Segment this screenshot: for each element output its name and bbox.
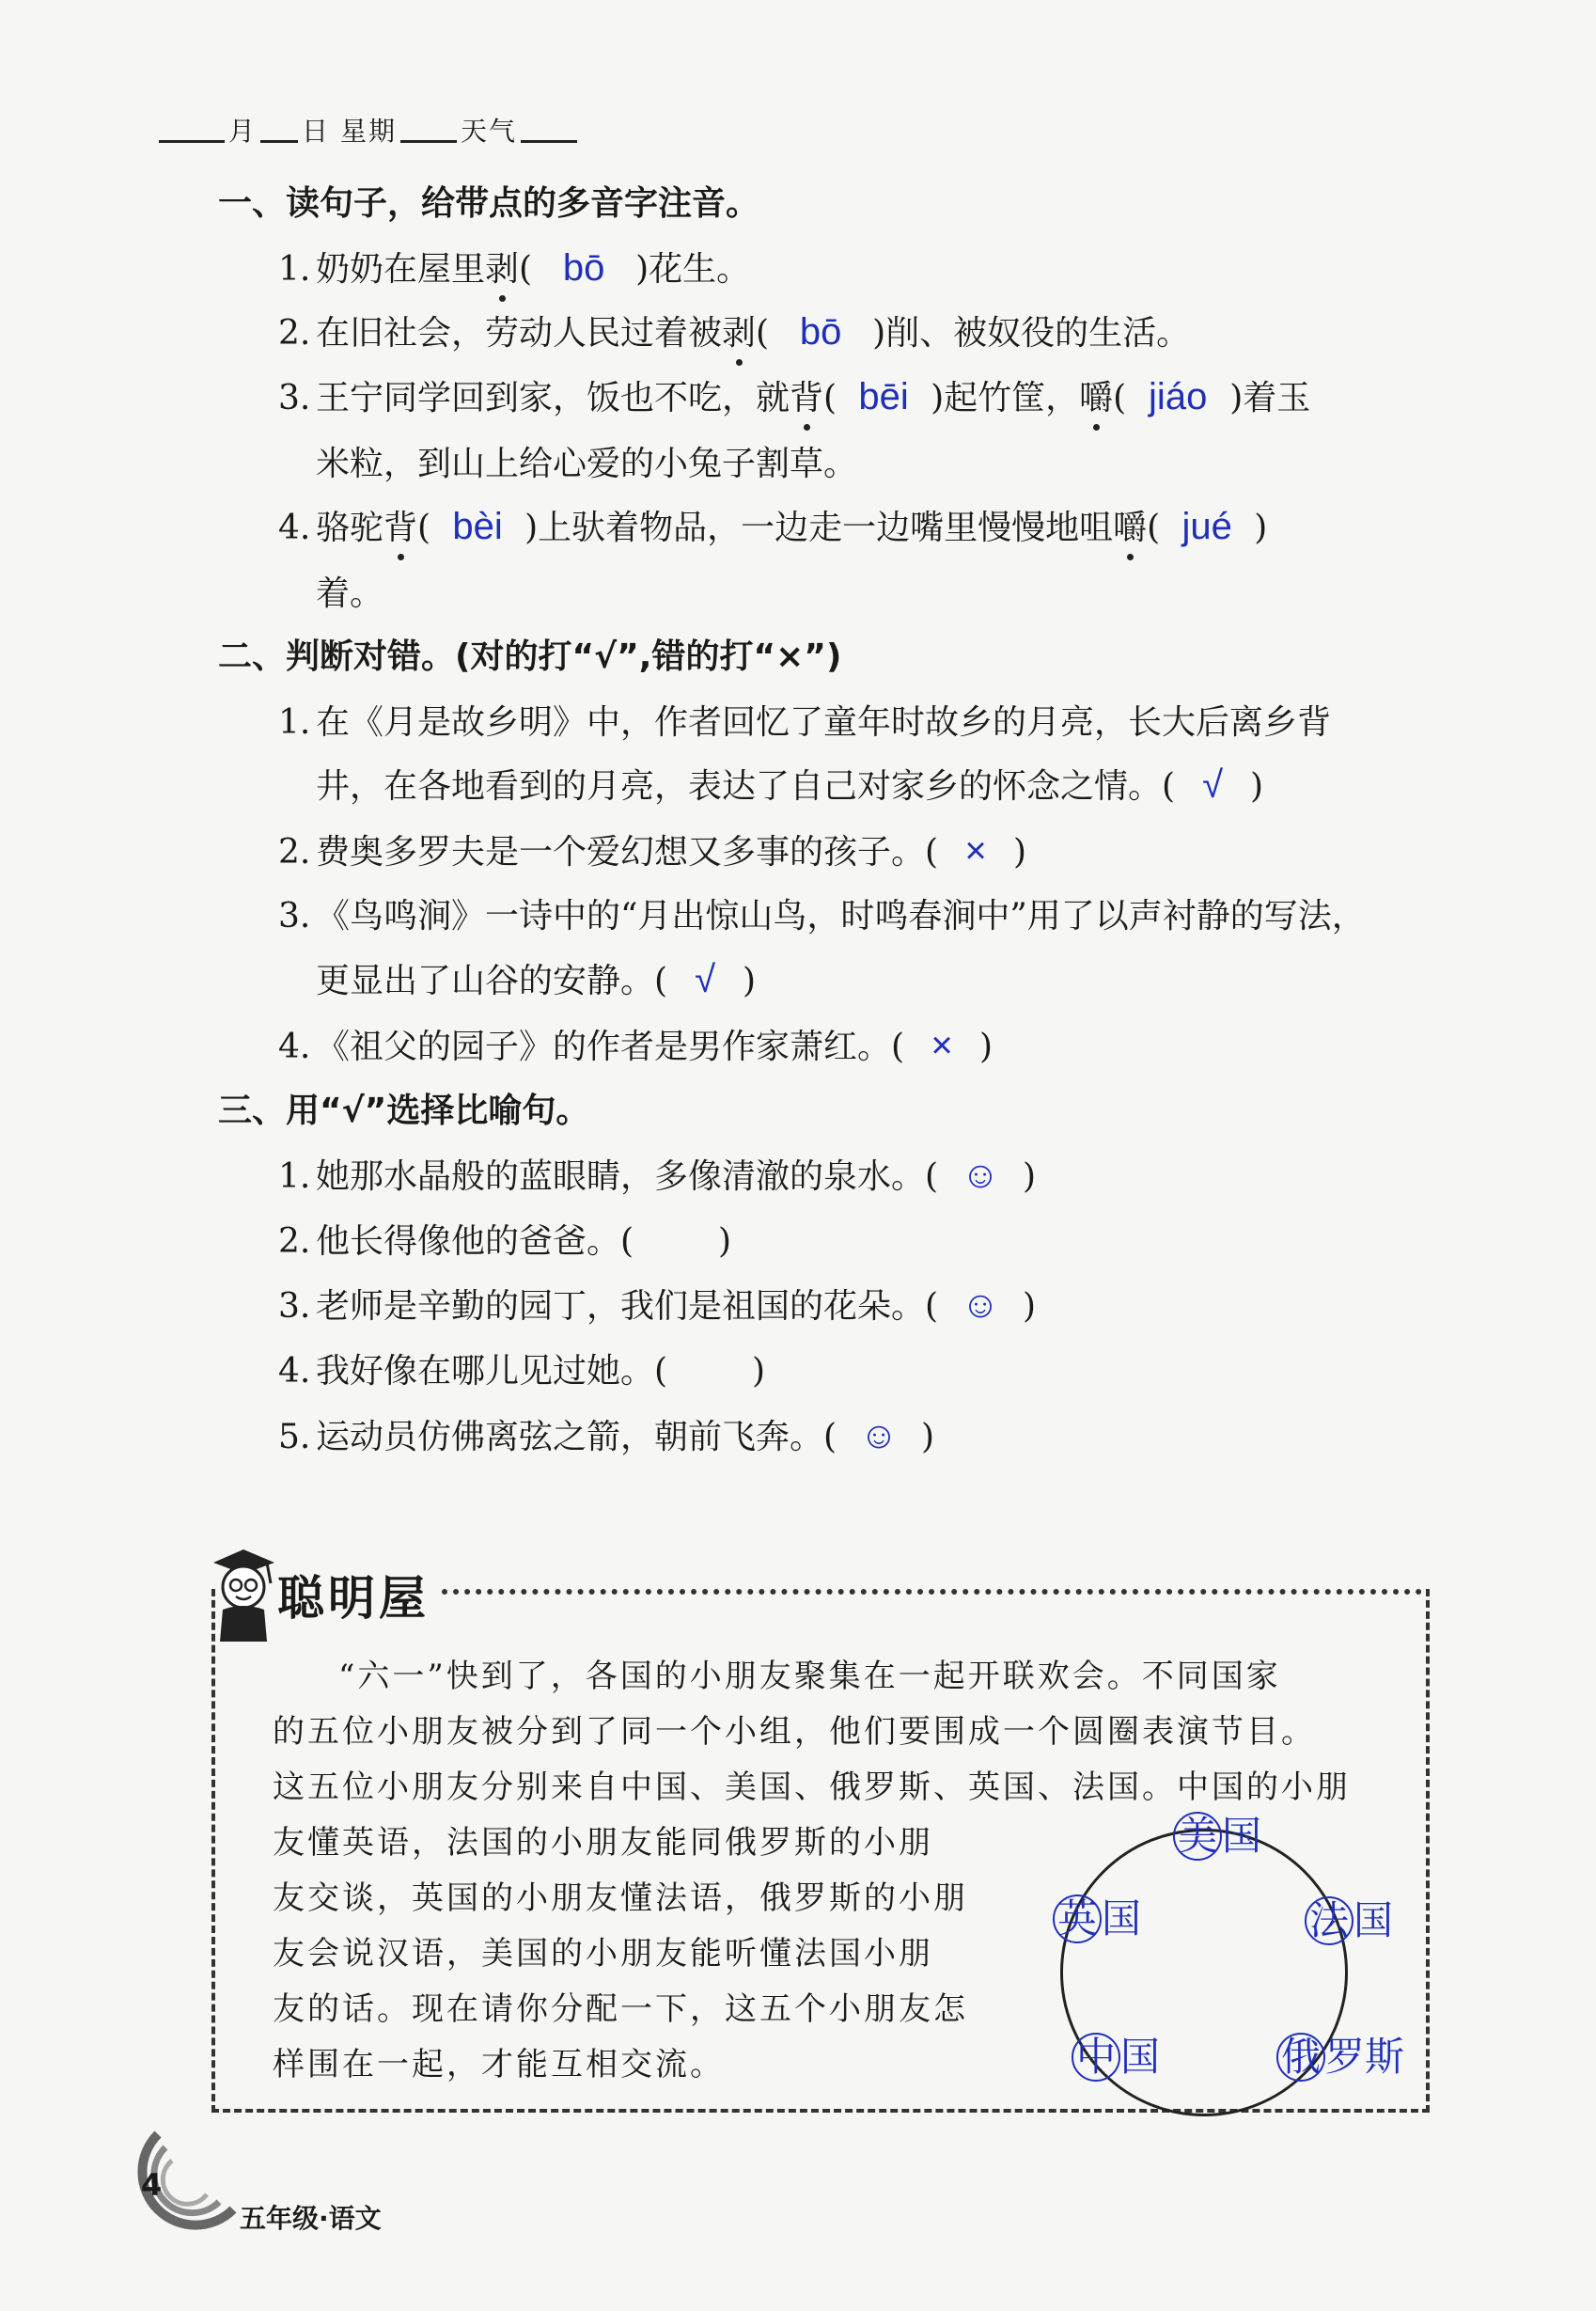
- section1-title: 一、读句子，给带点的多音字注音。: [218, 184, 760, 223]
- section3-line: 1. 她那水晶般的蓝眼睛，多像清澈的泉水。( ☺ ): [278, 1155, 1037, 1196]
- check-mark: √: [1202, 764, 1224, 806]
- cross-mark: ×: [931, 1025, 953, 1066]
- puzzle-text-line: 友懂英语，法国的小朋友能同俄罗斯的小朋: [273, 1824, 933, 1862]
- box-top-border: [442, 1589, 1422, 1595]
- puzzle-text-line: 友的话。现在请你分配一下，这五个小朋友怎: [273, 1990, 968, 2028]
- answer-text: bō: [562, 247, 605, 289]
- weather-label: 天气: [460, 116, 517, 147]
- weekday-label: 星期: [339, 116, 397, 147]
- cross-mark: ×: [964, 830, 987, 872]
- answer-text: bèi: [452, 506, 503, 547]
- puzzle-text-line: 样围在一起，才能互相交流。: [273, 2046, 725, 2083]
- date-line: [155, 111, 581, 149]
- section2-line: 1. 在《月是故乡明》中，作者回忆了童年时故乡的月亮，长大后离乡背: [278, 703, 1332, 742]
- section1-item3: 3. 王宁同学回到家，饭也不吃，就背( bēi )起竹筐，嚼( jiáo )着玉: [278, 376, 1311, 417]
- answer-text: bō: [799, 311, 842, 353]
- section2-line: 2. 费奥多罗夫是一个爱幻想又多事的孩子。( × ): [278, 830, 1027, 872]
- country-china: 中 国: [1072, 2026, 1160, 2083]
- section2-line: 4. 《祖父的园子》的作者是男作家萧红。( × ): [278, 1025, 994, 1066]
- smile-icon: ☺: [961, 1155, 1000, 1196]
- smile-icon: ☺: [859, 1415, 899, 1456]
- section1-item3-cont: 米粒，到山上给心爱的小兔子割草。: [316, 445, 858, 483]
- answer-text: jiáo: [1149, 376, 1208, 417]
- subject-label: 五年级·语文: [240, 2203, 382, 2234]
- check-mark: √: [695, 959, 716, 1000]
- section3-line: 4. 我好像在哪儿见过她。( ): [278, 1352, 766, 1391]
- puzzle-text-line: 友交谈，英国的小朋友懂法语，俄罗斯的小朋: [273, 1879, 968, 1917]
- answer-text: jué: [1181, 506, 1232, 547]
- smile-icon: ☺: [961, 1284, 1000, 1326]
- page-number: 4: [141, 2167, 163, 2203]
- section1-item4: 4. 骆驼背( bèi )上驮着物品，一边走一边嘴里慢慢地咀嚼( jué ): [278, 506, 1268, 547]
- country-uk: 英 国: [1053, 1888, 1141, 1944]
- day-label: 日: [302, 116, 331, 147]
- page-swirl-icon: [120, 2115, 243, 2238]
- section2-line: 3. 《鸟鸣涧》一诗中的“月出惊山鸟，时鸣春涧中”用了以声衬静的写法，: [278, 897, 1366, 935]
- section3-line: 3. 老师是辛勤的园丁，我们是祖国的花朵。( ☺ ): [278, 1284, 1037, 1326]
- answer-text: bēi: [858, 376, 909, 417]
- section1-item2: 2. 在旧社会，劳动人民过着被剥( bō )削、被奴役的生活。: [278, 311, 1191, 353]
- section2-title: 二、判断对错。(对的打“√”,错的打“×”): [218, 637, 842, 676]
- section1-item4-cont: 着。: [316, 574, 384, 613]
- section3-line: 2. 他长得像他的爸爸。( ): [278, 1222, 732, 1261]
- country-france: 法 国: [1305, 1890, 1393, 1946]
- country-usa: 美 国: [1173, 1805, 1261, 1862]
- section3-title: 三、用“√”选择比喻句。: [218, 1092, 590, 1130]
- puzzle-text-line: 这五位小朋友分别来自中国、美国、俄罗斯、英国、法国。中国的小朋: [273, 1769, 1351, 1806]
- puzzle-text-line: 的五位小朋友被分到了同一个小组，他们要围成一个圆圈表演节目。: [273, 1713, 1316, 1751]
- smart-house-title: 聪明屋: [277, 1571, 430, 1626]
- section2-line: 更显出了山谷的安静。( √ ): [316, 959, 757, 1000]
- puzzle-text-line: “六一”快到了，各国的小朋友聚集在一起开联欢会。不同国家: [338, 1658, 1281, 1695]
- month-label: 月: [228, 116, 258, 147]
- puzzle-text-line: 友会说汉语，美国的小朋友能听懂法国小朋: [273, 1935, 933, 1973]
- section3-line: 5. 运动员仿佛离弦之箭，朝前飞奔。( ☺ ): [278, 1415, 935, 1456]
- section1-item1: 1. 奶奶在屋里剥( bō )花生。: [278, 247, 751, 289]
- student-mascot-icon: [209, 1542, 279, 1645]
- section2-line: 井，在各地看到的月亮，表达了自己对家乡的怀念之情。( √ ): [316, 764, 1264, 806]
- country-russia: 俄 罗斯: [1276, 2026, 1404, 2083]
